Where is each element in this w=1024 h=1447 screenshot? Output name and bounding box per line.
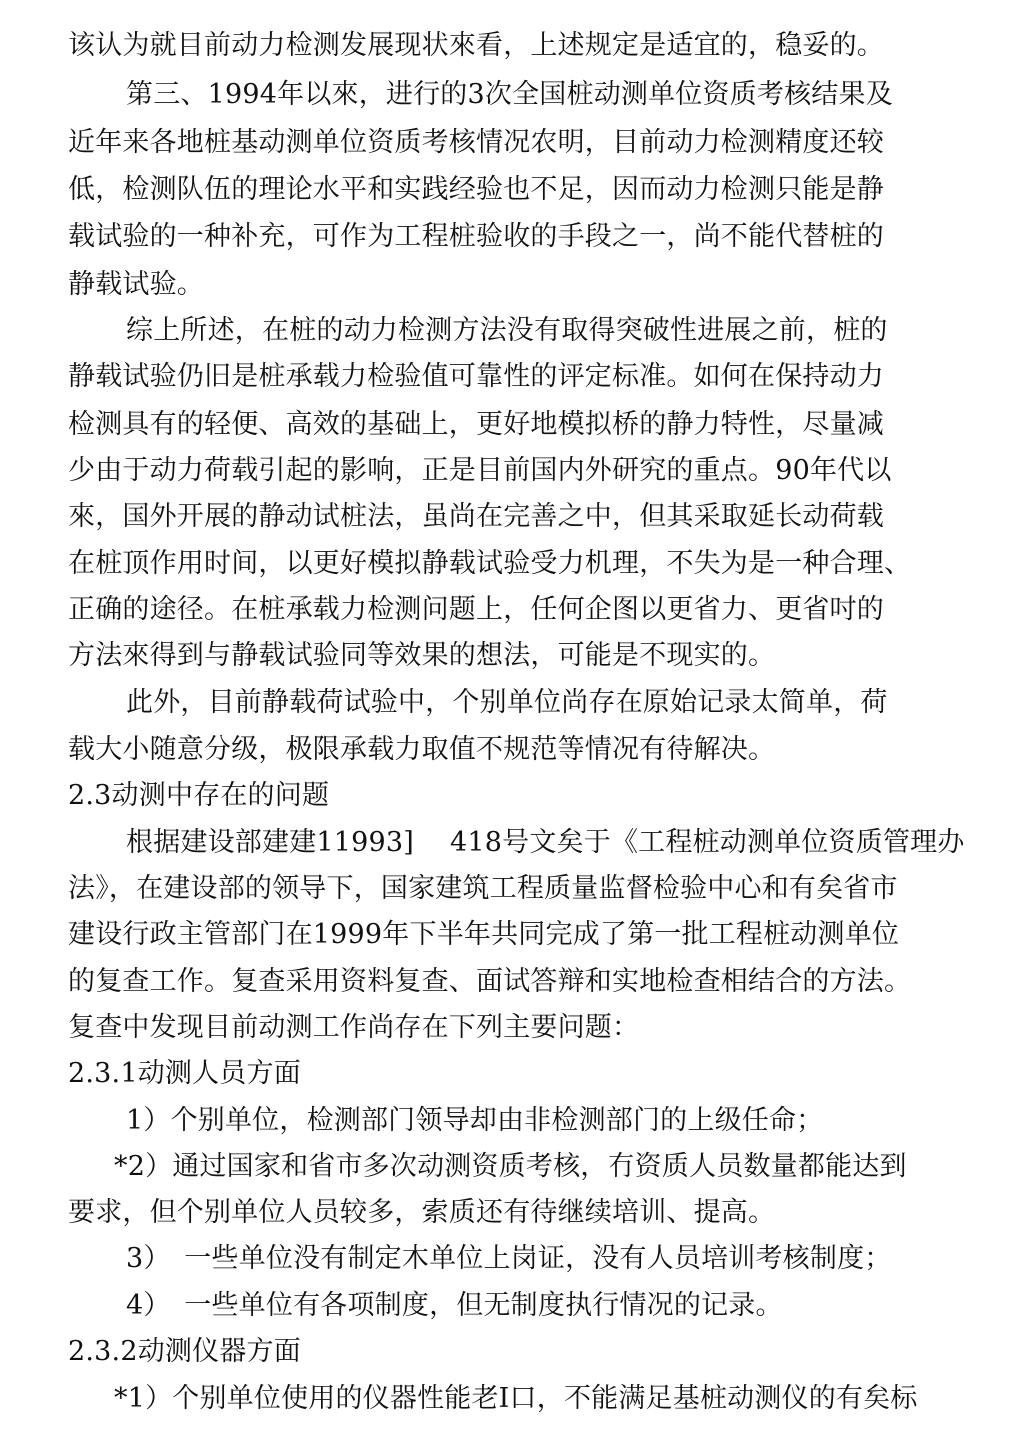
text-line: 该认为就目前动力检测发展现状來看，上述规定是适宜的，稳妥的。 [68, 30, 884, 61]
text-line: 载试验的一种补充，可作为工程桩验收的手段之一，尚不能代替桩的 [68, 221, 884, 252]
text-line: 静载试验。 [68, 269, 204, 300]
text-line: 要求，但个别单位人员较多，索质还有待继续培训、提高。 [68, 1197, 776, 1228]
text-line: 在桩顶作用时间，以更好模拟静载试验受力机理，不失为是一种合理、 [68, 548, 912, 579]
text-line: 检测具有的轻便、高效的基础上，更好地模拟桥的静力特性，尽量减 [68, 409, 884, 440]
subsection-heading: 2.3.2动测仪器方面 [68, 1336, 301, 1367]
text-line: 少由于动力荷载引起的影响，正是目前国内外研究的重点。90年代以 [68, 455, 892, 486]
text-line: 复查中发现目前动测工作尚存在下列主要问题： [68, 1012, 640, 1043]
text-line: 载大小随意分级，极限承载力取值不规范等情况有待解决。 [68, 734, 776, 765]
list-item: 3） 一些单位没有制定木单位上岗证，没有人员培训考核制度； [126, 1243, 892, 1274]
text-line: 方法來得到与静载试验同等效果的想法，可能是不现实的。 [68, 640, 776, 671]
text-line: 此外，目前静载荷试验中，个别单位尚存在原始记录太简单，荷 [126, 687, 888, 718]
list-item: 1）个别单位，检测部门领导却由非检测部门的上级任命； [126, 1105, 824, 1136]
list-item: 4） 一些单位有各项制度，但无制度执行情况的记录。 [126, 1290, 783, 1321]
text-line: 第三、1994年以來，进行的3次全国桩动测单位资质考核结果及 [126, 79, 893, 110]
text-line: 的复查工作。复查采用资料复查、面试答辩和实地检查相结合的方法。 [68, 966, 912, 997]
text-line: 近年来各地桩基动测单位资质考核情况农明，目前动力检测精度还较 [68, 127, 884, 158]
text-line: 低，检测队伍的理论水平和实践经验也不足，因而动力检测只能是静 [68, 174, 884, 205]
text-line: 根据建设部建建11993] 418号文矣于《工程桩动测单位资质管理办 [126, 827, 965, 858]
list-item: *2）通过国家和省市多次动测资质考核，冇资质人员数量都能达到 [114, 1151, 907, 1182]
text-line: 静载试验仍旧是桩承载力检验值可靠性的评定标准。如何在保持动力 [68, 361, 884, 392]
text-line: 法》，在建设部的领导下，国家建筑工程质量监督检验中心和有矣省市 [68, 873, 898, 904]
text-line: 來，国外开展的静动试桩法，虽尚在完善之中，但其采取延长动荷载 [68, 501, 884, 532]
subsection-heading: 2.3.1动测人员方面 [68, 1058, 301, 1089]
section-heading: 2.3动测中存在的问题 [68, 780, 330, 811]
text-line: 正确的途径。在桩承载力检测问题上，任何企图以更省力、更省吋的 [68, 594, 884, 625]
text-line: 综上所述，在桩的动力检测方法没有取得突破性进展之前，桩的 [126, 315, 888, 346]
text-line: 建设行政主管部门在1999年下半年共同完成了第一批工程桩动测单位 [68, 919, 900, 950]
list-item: *1）个别单位使用的仪器性能老I口，不能满足基桩动测仪的有矣标 [114, 1383, 918, 1414]
